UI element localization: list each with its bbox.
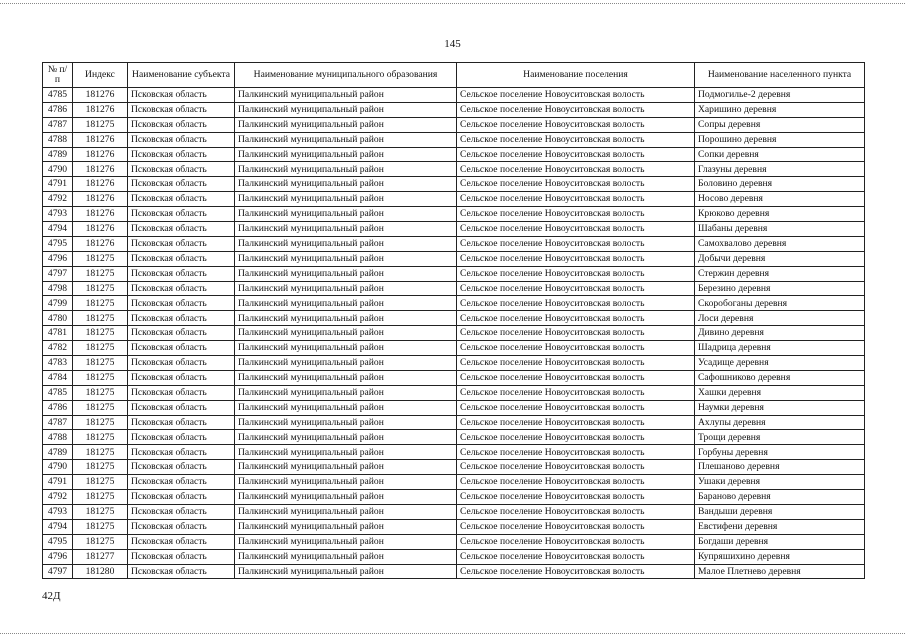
municipality-name: Палкинский муниципальный район (235, 251, 457, 266)
row-number: 4792 (43, 490, 73, 505)
settlement-name: Сельское поселение Новоуситовская волость (457, 117, 695, 132)
table-row (43, 430, 865, 445)
postal-index: 181277 (73, 549, 128, 564)
row-number: 4786 (43, 102, 73, 117)
table-row (43, 88, 865, 103)
postal-index: 181275 (73, 296, 128, 311)
table-row (43, 281, 865, 296)
municipality-name: Палкинский муниципальный район (235, 296, 457, 311)
postal-index: 181276 (73, 147, 128, 162)
locality-name: Шадрица деревня (695, 341, 865, 356)
settlement-name: Сельское поселение Новоуситовская волость (457, 370, 695, 385)
settlement-name: Сельское поселение Новоуситовская волость (457, 281, 695, 296)
table-row (43, 519, 865, 534)
municipality-name: Палкинский муниципальный район (235, 326, 457, 341)
row-number: 4797 (43, 266, 73, 281)
header-municipality: Наименование муниципального образования (235, 63, 457, 88)
postal-index: 181275 (73, 341, 128, 356)
locality-name: Купряшихино деревня (695, 549, 865, 564)
table-header (43, 63, 865, 88)
locality-name: Носово деревня (695, 192, 865, 207)
region-name: Псковская область (128, 519, 235, 534)
locality-name: Малое Плетнево деревня (695, 564, 865, 579)
table-row (43, 251, 865, 266)
municipality-name: Палкинский муниципальный район (235, 564, 457, 579)
locality-name: Вандыши деревня (695, 504, 865, 519)
row-number: 4784 (43, 370, 73, 385)
settlement-name: Сельское поселение Новоуситовская волость (457, 251, 695, 266)
municipality-name: Палкинский муниципальный район (235, 132, 457, 147)
header-postal-index: Индекс (73, 63, 128, 88)
settlements-table (42, 62, 865, 579)
postal-index: 181276 (73, 162, 128, 177)
row-number: 4798 (43, 281, 73, 296)
table-row (43, 311, 865, 326)
municipality-name: Палкинский муниципальный район (235, 236, 457, 251)
postal-index: 181275 (73, 430, 128, 445)
postal-index: 181275 (73, 385, 128, 400)
table-row (43, 132, 865, 147)
locality-name: Лоси деревня (695, 311, 865, 326)
table-row (43, 296, 865, 311)
locality-name: Евстифени деревня (695, 519, 865, 534)
municipality-name: Палкинский муниципальный район (235, 192, 457, 207)
locality-name: Глазуны деревня (695, 162, 865, 177)
header-region: Наименование субъекта (128, 63, 235, 88)
header-row (43, 63, 865, 88)
postal-index: 181275 (73, 460, 128, 475)
locality-name: Харишино деревня (695, 102, 865, 117)
header-locality: Наименование населенного пункта (695, 63, 865, 88)
table-body (43, 88, 865, 579)
settlement-name: Сельское поселение Новоуситовская волость (457, 177, 695, 192)
table-row (43, 415, 865, 430)
municipality-name: Палкинский муниципальный район (235, 281, 457, 296)
region-name: Псковская область (128, 460, 235, 475)
locality-name: Наумки деревня (695, 400, 865, 415)
locality-name: Плешаново деревня (695, 460, 865, 475)
row-number: 4790 (43, 460, 73, 475)
row-number: 4781 (43, 326, 73, 341)
row-number: 4789 (43, 445, 73, 460)
region-name: Псковская область (128, 430, 235, 445)
postal-index: 181275 (73, 534, 128, 549)
municipality-name: Палкинский муниципальный район (235, 117, 457, 132)
region-name: Псковская область (128, 356, 235, 371)
locality-name: Крюково деревня (695, 207, 865, 222)
locality-name: Богдаши деревня (695, 534, 865, 549)
row-number: 4785 (43, 88, 73, 103)
row-number: 4799 (43, 296, 73, 311)
postal-index: 181275 (73, 370, 128, 385)
locality-name: Сопки деревня (695, 147, 865, 162)
region-name: Псковская область (128, 445, 235, 460)
row-number: 4787 (43, 415, 73, 430)
settlement-name: Сельское поселение Новоуситовская волость (457, 385, 695, 400)
table-row (43, 162, 865, 177)
settlement-name: Сельское поселение Новоуситовская волость (457, 296, 695, 311)
settlement-name: Сельское поселение Новоуситовская волость (457, 534, 695, 549)
municipality-name: Палкинский муниципальный район (235, 549, 457, 564)
postal-index: 181276 (73, 102, 128, 117)
postal-index: 181275 (73, 504, 128, 519)
table-row (43, 326, 865, 341)
bottom-edge-line (0, 633, 905, 634)
top-edge-line (0, 3, 905, 4)
municipality-name: Палкинский муниципальный район (235, 460, 457, 475)
settlement-name: Сельское поселение Новоуситовская волость (457, 132, 695, 147)
region-name: Псковская область (128, 222, 235, 237)
row-number: 4787 (43, 117, 73, 132)
table-row (43, 564, 865, 579)
locality-name: Бараново деревня (695, 490, 865, 505)
municipality-name: Палкинский муниципальный район (235, 415, 457, 430)
row-number: 4793 (43, 207, 73, 222)
settlement-name: Сельское поселение Новоуситовская волость (457, 445, 695, 460)
row-number: 4795 (43, 534, 73, 549)
region-name: Псковская область (128, 400, 235, 415)
row-number: 4789 (43, 147, 73, 162)
table-row (43, 549, 865, 564)
table-row (43, 460, 865, 475)
municipality-name: Палкинский муниципальный район (235, 147, 457, 162)
region-name: Псковская область (128, 385, 235, 400)
region-name: Псковская область (128, 281, 235, 296)
postal-index: 181276 (73, 222, 128, 237)
settlement-name: Сельское поселение Новоуситовская волость (457, 460, 695, 475)
row-number: 4780 (43, 311, 73, 326)
table-row (43, 341, 865, 356)
row-number: 4793 (43, 504, 73, 519)
table-row (43, 266, 865, 281)
postal-index: 181275 (73, 117, 128, 132)
region-name: Псковская область (128, 236, 235, 251)
settlement-name: Сельское поселение Новоуситовская волость (457, 504, 695, 519)
municipality-name: Палкинский муниципальный район (235, 385, 457, 400)
region-name: Псковская область (128, 296, 235, 311)
settlement-name: Сельское поселение Новоуситовская волость (457, 162, 695, 177)
row-number: 4795 (43, 236, 73, 251)
region-name: Псковская область (128, 504, 235, 519)
postal-index: 181276 (73, 177, 128, 192)
settlement-name: Сельское поселение Новоуситовская волость (457, 102, 695, 117)
postal-index: 181275 (73, 519, 128, 534)
row-number: 4790 (43, 162, 73, 177)
settlement-name: Сельское поселение Новоуситовская волость (457, 341, 695, 356)
settlement-name: Сельское поселение Новоуситовская волость (457, 236, 695, 251)
locality-name: Сопры деревня (695, 117, 865, 132)
postal-index: 181276 (73, 236, 128, 251)
municipality-name: Палкинский муниципальный район (235, 266, 457, 281)
postal-index: 181275 (73, 311, 128, 326)
municipality-name: Палкинский муниципальный район (235, 400, 457, 415)
locality-name: Подмогилье-2 деревня (695, 88, 865, 103)
postal-index: 181275 (73, 326, 128, 341)
locality-name: Боловино деревня (695, 177, 865, 192)
row-number: 4783 (43, 356, 73, 371)
table-row (43, 192, 865, 207)
municipality-name: Палкинский муниципальный район (235, 356, 457, 371)
municipality-name: Палкинский муниципальный район (235, 102, 457, 117)
postal-index: 181275 (73, 475, 128, 490)
table-row (43, 534, 865, 549)
settlement-name: Сельское поселение Новоуситовская волость (457, 549, 695, 564)
row-number: 4785 (43, 385, 73, 400)
postal-index: 181275 (73, 356, 128, 371)
locality-name: Трощи деревня (695, 430, 865, 445)
row-number: 4791 (43, 475, 73, 490)
region-name: Псковская область (128, 251, 235, 266)
postal-index: 181275 (73, 415, 128, 430)
postal-index: 181276 (73, 132, 128, 147)
table-row (43, 117, 865, 132)
region-name: Псковская область (128, 370, 235, 385)
row-number: 4797 (43, 564, 73, 579)
row-number: 4796 (43, 251, 73, 266)
settlement-name: Сельское поселение Новоуситовская волость (457, 400, 695, 415)
municipality-name: Палкинский муниципальный район (235, 519, 457, 534)
region-name: Псковская область (128, 341, 235, 356)
settlement-name: Сельское поселение Новоуситовская волость (457, 311, 695, 326)
settlement-name: Сельское поселение Новоуситовская волость (457, 207, 695, 222)
row-number: 4788 (43, 430, 73, 445)
locality-name: Ушаки деревня (695, 475, 865, 490)
locality-name: Сафошниково деревня (695, 370, 865, 385)
table-row (43, 370, 865, 385)
region-name: Псковская область (128, 534, 235, 549)
municipality-name: Палкинский муниципальный район (235, 88, 457, 103)
region-name: Псковская область (128, 88, 235, 103)
region-name: Псковская область (128, 475, 235, 490)
municipality-name: Палкинский муниципальный район (235, 534, 457, 549)
municipality-name: Палкинский муниципальный район (235, 445, 457, 460)
table-row (43, 177, 865, 192)
settlement-name: Сельское поселение Новоуситовская волость (457, 519, 695, 534)
postal-index: 181276 (73, 88, 128, 103)
municipality-name: Палкинский муниципальный район (235, 162, 457, 177)
municipality-name: Палкинский муниципальный район (235, 341, 457, 356)
municipality-name: Палкинский муниципальный район (235, 177, 457, 192)
table-row (43, 490, 865, 505)
table-row (43, 475, 865, 490)
locality-name: Горбуны деревня (695, 445, 865, 460)
settlement-name: Сельское поселение Новоуситовская волость (457, 192, 695, 207)
settlement-name: Сельское поселение Новоуситовская волость (457, 326, 695, 341)
postal-index: 181275 (73, 445, 128, 460)
municipality-name: Палкинский муниципальный район (235, 311, 457, 326)
table-row (43, 445, 865, 460)
region-name: Псковская область (128, 311, 235, 326)
region-name: Псковская область (128, 117, 235, 132)
postal-index: 181275 (73, 251, 128, 266)
region-name: Псковская область (128, 207, 235, 222)
settlement-name: Сельское поселение Новоуситовская волость (457, 490, 695, 505)
locality-name: Усадище деревня (695, 356, 865, 371)
settlement-name: Сельское поселение Новоуситовская волость (457, 564, 695, 579)
settlement-name: Сельское поселение Новоуситовская волость (457, 222, 695, 237)
table-row (43, 222, 865, 237)
postal-index: 181275 (73, 400, 128, 415)
postal-index: 181275 (73, 266, 128, 281)
settlement-name: Сельское поселение Новоуситовская волость (457, 356, 695, 371)
table-row (43, 207, 865, 222)
locality-name: Добычи деревня (695, 251, 865, 266)
region-name: Псковская область (128, 490, 235, 505)
municipality-name: Палкинский муниципальный район (235, 490, 457, 505)
row-number: 4782 (43, 341, 73, 356)
municipality-name: Палкинский муниципальный район (235, 207, 457, 222)
table-row (43, 385, 865, 400)
region-name: Псковская область (128, 132, 235, 147)
region-name: Псковская область (128, 326, 235, 341)
region-name: Псковская область (128, 266, 235, 281)
settlement-name: Сельское поселение Новоуситовская волость (457, 147, 695, 162)
header-settlement: Наименование поселения (457, 63, 695, 88)
row-number: 4792 (43, 192, 73, 207)
row-number: 4786 (43, 400, 73, 415)
locality-name: Шабаны деревня (695, 222, 865, 237)
locality-name: Дивино деревня (695, 326, 865, 341)
locality-name: Стержин деревня (695, 266, 865, 281)
postal-index: 181275 (73, 281, 128, 296)
row-number: 4794 (43, 519, 73, 534)
row-number: 4791 (43, 177, 73, 192)
municipality-name: Палкинский муниципальный район (235, 475, 457, 490)
table-row (43, 102, 865, 117)
municipality-name: Палкинский муниципальный район (235, 504, 457, 519)
municipality-name: Палкинский муниципальный район (235, 370, 457, 385)
locality-name: Порошино деревня (695, 132, 865, 147)
page-number: 145 (444, 38, 461, 50)
settlement-name: Сельское поселение Новоуситовская волость (457, 415, 695, 430)
header-number: № п/п (43, 63, 73, 88)
table-row (43, 147, 865, 162)
settlement-name: Сельское поселение Новоуситовская волость (457, 430, 695, 445)
settlement-name: Сельское поселение Новоуситовская волость (457, 475, 695, 490)
municipality-name: Палкинский муниципальный район (235, 222, 457, 237)
region-name: Псковская область (128, 147, 235, 162)
row-number: 4796 (43, 549, 73, 564)
row-number: 4788 (43, 132, 73, 147)
settlement-name: Сельское поселение Новоуситовская волость (457, 266, 695, 281)
row-number: 4794 (43, 222, 73, 237)
postal-index: 181275 (73, 490, 128, 505)
region-name: Псковская область (128, 177, 235, 192)
table-row (43, 356, 865, 371)
region-name: Псковская область (128, 415, 235, 430)
table-row (43, 236, 865, 251)
region-name: Псковская область (128, 564, 235, 579)
locality-name: Березино деревня (695, 281, 865, 296)
locality-name: Ахлупы деревня (695, 415, 865, 430)
table-row (43, 400, 865, 415)
settlement-name: Сельское поселение Новоуситовская волость (457, 88, 695, 103)
region-name: Псковская область (128, 162, 235, 177)
region-name: Псковская область (128, 192, 235, 207)
region-name: Псковская область (128, 549, 235, 564)
postal-index: 181276 (73, 207, 128, 222)
postal-index: 181276 (73, 192, 128, 207)
locality-name: Самохвалово деревня (695, 236, 865, 251)
municipality-name: Палкинский муниципальный район (235, 430, 457, 445)
locality-name: Хашки деревня (695, 385, 865, 400)
region-name: Псковская область (128, 102, 235, 117)
locality-name: Скоробоганы деревня (695, 296, 865, 311)
footer-code: 42Д (42, 590, 61, 602)
postal-index: 181280 (73, 564, 128, 579)
table-row (43, 504, 865, 519)
